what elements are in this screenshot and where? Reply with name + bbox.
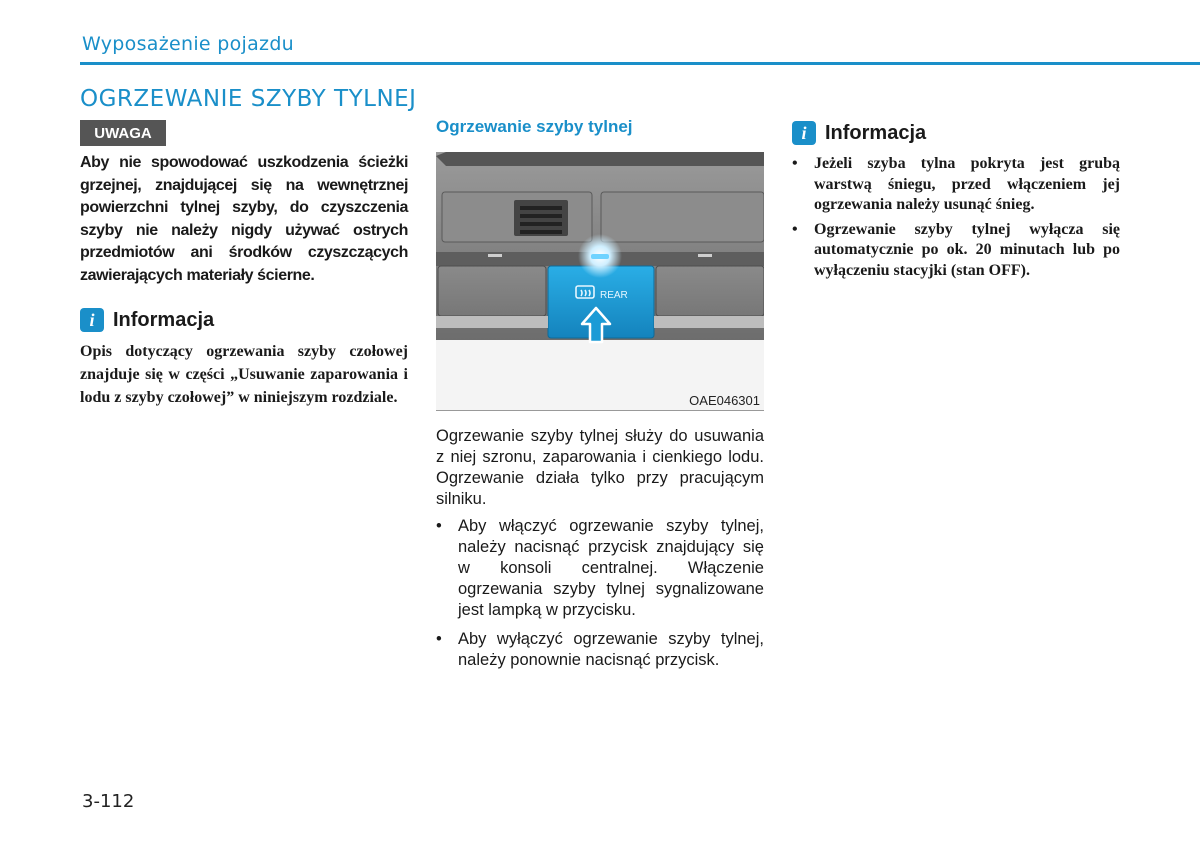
info-left-text: Opis dotyczący ogrzewania szyby czołowej znajduje się w części „Usuwanie zaparowania i lodu z szyby czołowej” w niniejszym rozdziale. [80,343,408,406]
console-illustration [436,152,764,410]
instruction-list [436,516,764,671]
page-number: 3-112 [82,791,135,812]
info-icon: i [80,308,104,332]
section-title: OGRZEWANIE SZYBY TYLNEJ [80,86,417,112]
body-paragraph: Ogrzewanie szyby tylnej służy do usuwania z niej szronu, zaparowania i cienkiego lodu. Ogrzewanie działa tylko przy pracującym silniku. [436,427,764,508]
rear-label: REAR [600,290,628,301]
info-right-list [792,154,1120,281]
bullet-icon: • [792,220,798,238]
bullet-icon: • [792,155,798,172]
bullet-icon: • [436,517,442,535]
header-rule [80,62,1200,65]
warning-badge: UWAGA [80,120,166,146]
info-right-heading-row [792,121,926,145]
list-item: • Aby włączyć ogrzewanie szyby tylnej, należy nacisnąć przycisk znajdujący się w konsoli centralnej. Włączenie ogrzewania szyby tylnej sygnalizowane jest lampką w przycisku. [436,517,764,619]
subsection-title: Ogrzewanie szyby tylnej [436,117,633,136]
bullet-icon: • [436,630,442,648]
figure-caption: OAE046301 [689,393,760,408]
info-left-heading-row [80,308,214,332]
info-icon: i [792,121,816,145]
vent-grille [514,200,568,236]
info-left-heading: Informacja [113,308,215,331]
running-header: Wyposażenie pojazdu [82,33,295,55]
list-item: • Aby wyłączyć ogrzewanie szyby tylnej, należy ponownie nacisnąć przycisk. [436,630,764,669]
info-right-heading: Informacja [825,121,927,144]
list-item: • Ogrzewanie szyby tylnej wyłącza się automatycznie po ok. 20 minutach lub po wyłączeniu stacyjki (stan OFF). [792,220,1120,282]
list-item: • Jeżeli szyba tylna pokryta jest grubą warstwą śniegu, przed włączeniem jej ogrzewania należy usunąć śnieg. [792,154,1120,216]
warning-text: Aby nie spowodować uszkodzenia ścieżki grzejnej, znajdującej się na wewnętrznej powierzchni tylnej szyby, do czyszczenia szyby nie należy nigdy używać ostrych przedmiotów ani środków czyszczących zawierających materiały ścierne. [80,154,408,284]
rear-defroster-figure [436,152,764,411]
